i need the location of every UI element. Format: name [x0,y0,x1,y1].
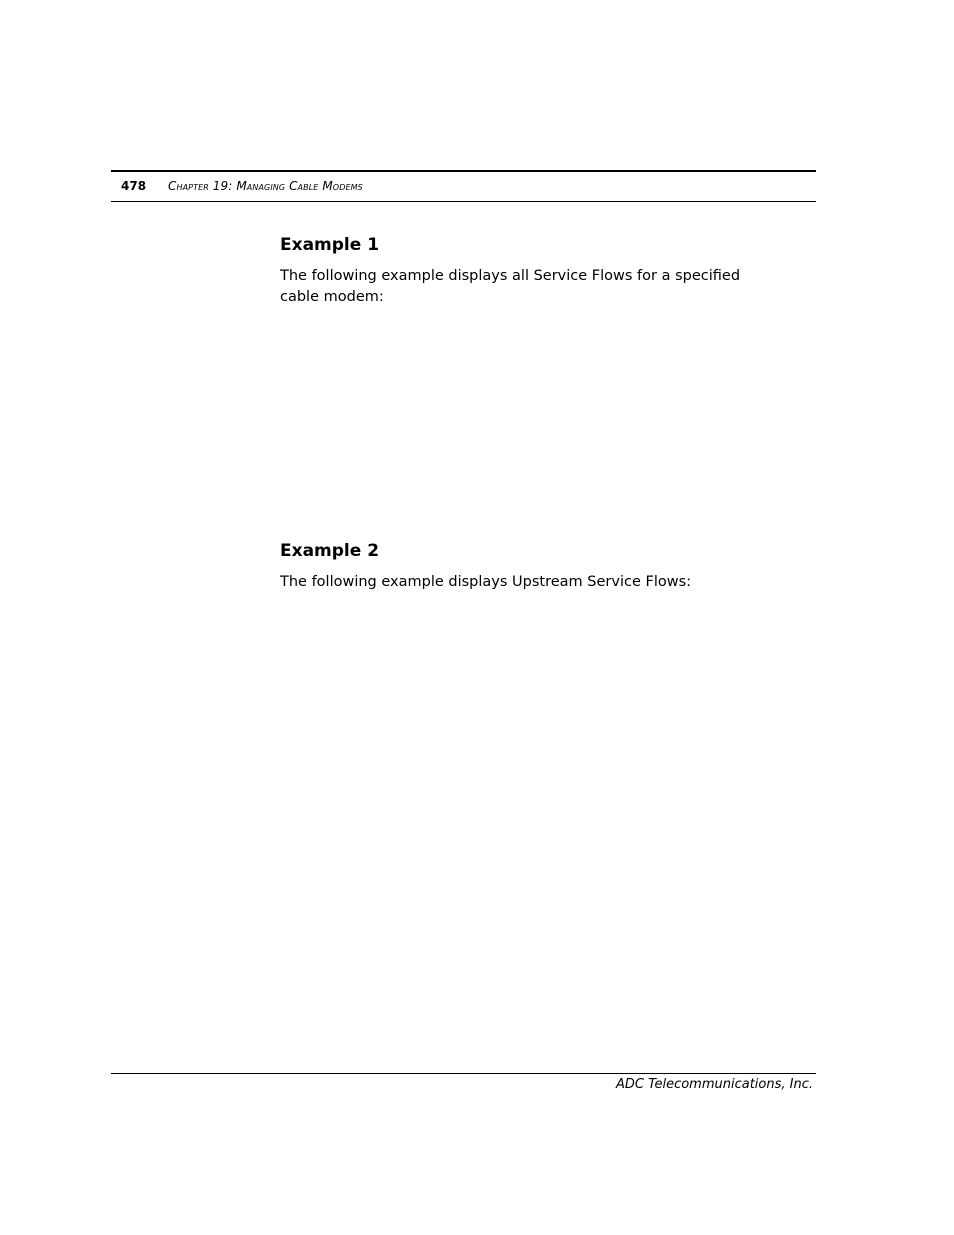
header-rule-top [111,170,816,172]
header-rule-bottom [111,201,816,202]
footer-publisher: ADC Telecommunications, Inc. [616,1077,813,1092]
page-number: 478 [121,179,147,193]
section-body-example-1: The following example displays all Service Flows for a specified cable modem: [280,268,741,305]
section-body-example-2: The following example displays Upstream Service Flows: [280,574,692,590]
section-heading-example-1: Example 1 [280,235,380,255]
section-heading-example-2: Example 2 [280,541,380,561]
footer-rule [111,1073,816,1074]
running-head: Chapter 19: Managing Cable Modems [168,179,363,193]
